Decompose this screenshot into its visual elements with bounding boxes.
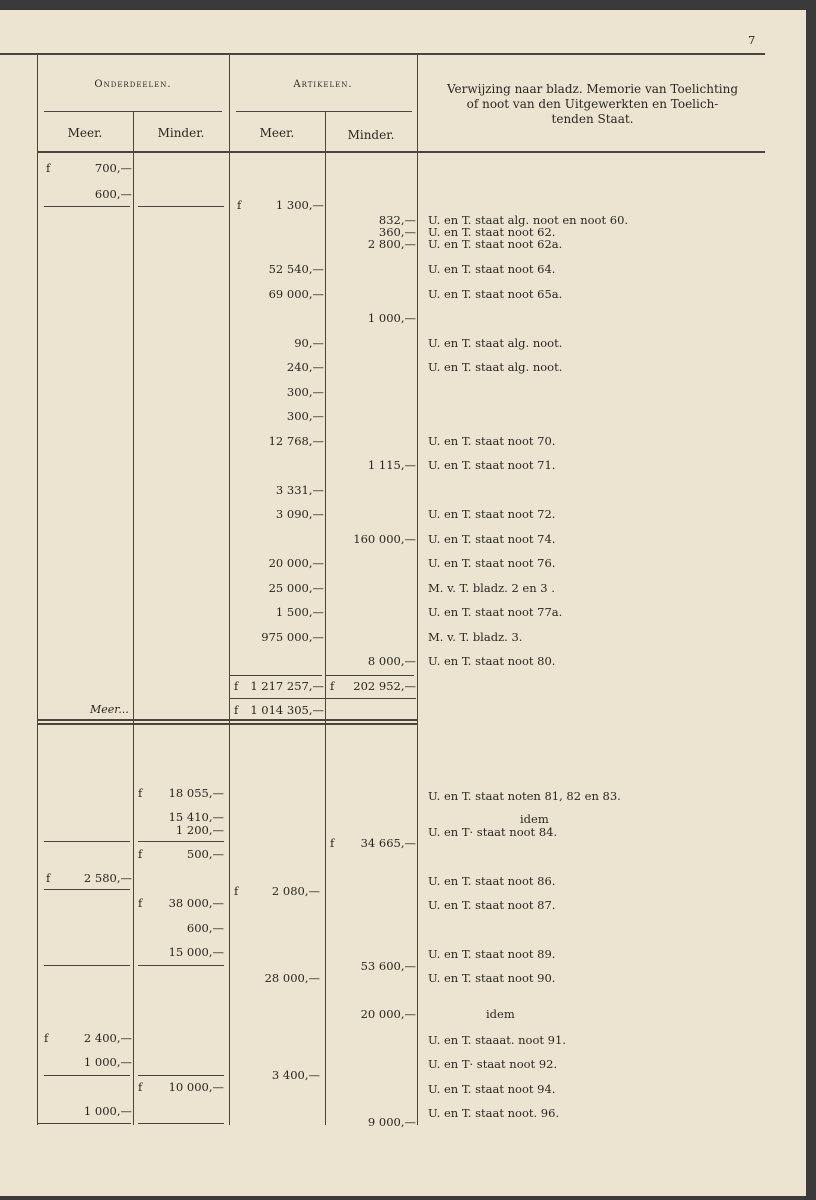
reference-note: U. en T. staat noot 72. (428, 507, 556, 521)
art-minder-value: 53 600,— (360, 959, 416, 973)
currency-f: f (234, 703, 239, 717)
ond-meer-value: 1 000,— (83, 1104, 132, 1118)
currency-f: f (138, 786, 143, 800)
ond-minder-value: 1 200,— (175, 823, 224, 837)
art-minder-value: 2 800,— (367, 237, 416, 251)
reference-note: U. en T. staat noot 80. (428, 654, 556, 668)
ond-meer-value: 2 580,— (83, 871, 132, 885)
column-line-ond-art (229, 55, 230, 1125)
header-art-meer: Meer. (259, 126, 295, 140)
reference-note: U. en T. staat noot 70. (428, 434, 556, 448)
column-line-art-ref (417, 55, 418, 1125)
art-meer-value: 2 080,— (271, 884, 320, 898)
reference-note: U. en T. staat noot 86. (428, 874, 556, 888)
header-ond-minder: Minder. (157, 126, 205, 140)
art-meer-value: 300,— (286, 385, 324, 399)
currency-f: f (46, 161, 51, 175)
ond-minder-rule (138, 841, 224, 842)
header-ond-rule (44, 111, 222, 112)
currency-f: f (234, 679, 239, 693)
total-rule-art-meer (230, 675, 322, 676)
reference-note: U. en T· staat noot 84. (428, 825, 558, 839)
ond-minder-rule (138, 206, 224, 207)
reference-note: U. en T. staat noot 62. (428, 225, 556, 239)
art-meer-value: 300,— (286, 409, 324, 423)
header-verwijzing-line-2: of noot van den Uitgewerkten en Toelich- (466, 97, 719, 111)
reference-note: M. v. T. bladz. 2 en 3 . (428, 581, 555, 595)
ond-minder-value: 10 000,— (168, 1080, 224, 1094)
art-minder-value: 9 000,— (367, 1115, 416, 1129)
currency-f: f (237, 198, 242, 212)
reference-note: U. en T. staat noot 64. (428, 262, 556, 276)
reference-note: U. en T. staat alg. noot. (428, 360, 563, 374)
bottom-rule-ond-minder (138, 1123, 224, 1124)
currency-f: f (234, 884, 239, 898)
section-double-rule-bottom (37, 723, 417, 725)
header-ond-meer: Meer. (67, 126, 103, 140)
ond-meer-rule (44, 1075, 130, 1076)
art-meer-value: 52 540,— (268, 262, 324, 276)
reference-note: U. en T. staat noot 76. (428, 556, 556, 570)
art-minder-value: 1 000,— (367, 311, 416, 325)
ond-minder-value: 15 000,— (168, 945, 224, 959)
art-minder-value: 360,— (378, 225, 416, 239)
header-top-rule (0, 53, 765, 55)
art-meer-value: 25 000,— (268, 581, 324, 595)
art-meer-value: 28 000,— (264, 971, 320, 985)
currency-f: f (44, 1031, 49, 1045)
reference-note: U. en T. staat noot 87. (428, 898, 556, 912)
art-meer-value: 12 768,— (268, 434, 324, 448)
reference-idem: idem (486, 1007, 515, 1021)
reference-note: U. en T. staat noten 81, 82 en 83. (428, 789, 621, 803)
art-minder-value: 160 000,— (353, 532, 416, 546)
header-verwijzing-line-1: Verwijzing naar bladz. Memorie van Toelichting (446, 82, 739, 96)
art-meer-value: 20 000,— (268, 556, 324, 570)
currency-f: f (138, 1080, 143, 1094)
currency-f: f (138, 847, 143, 861)
ond-meer-rule (44, 889, 130, 890)
reference-note: U. en T. staat noot 62a. (428, 237, 563, 251)
reference-note: U. en T. staat noot 90. (428, 971, 556, 985)
header-bottom-rule (37, 151, 765, 153)
reference-note: U. en T. staat alg. noot. (428, 336, 563, 350)
ond-meer-value: 600,— (94, 187, 132, 201)
art-meer-value: 1 300,— (275, 198, 324, 212)
art-minder-value: 832,— (378, 213, 416, 227)
ond-minder-value: 18 055,— (168, 786, 224, 800)
column-line-art-mid (325, 112, 326, 1125)
total-minder: 202 952,— (353, 679, 416, 693)
column-line-ond-mid (133, 112, 134, 1125)
reference-note: U. en T. staat noot 71. (428, 458, 556, 472)
ond-meer-value: 700,— (94, 161, 132, 175)
reference-note: U. en T. staat noot. 96. (428, 1106, 560, 1120)
ond-meer-value: 2 400,— (83, 1031, 132, 1045)
currency-f: f (46, 871, 51, 885)
art-meer-value: 69 000,— (268, 287, 324, 301)
ond-minder-value: 600,— (186, 921, 224, 935)
reference-note: U. en T. staat noot 77a. (428, 605, 563, 619)
art-minder-value: 1 115,— (367, 458, 416, 472)
currency-f: f (330, 679, 335, 693)
ond-minder-rule (138, 965, 224, 966)
section-double-rule-top (37, 719, 417, 721)
art-meer-value: 3 090,— (275, 507, 324, 521)
reference-note: U. en T. staat noot 94. (428, 1082, 556, 1096)
reference-note: U. en T. staaat. noot 91. (428, 1033, 566, 1047)
bottom-rule-ond-meer (37, 1123, 131, 1124)
page-number: 7 (748, 33, 756, 47)
reference-note: U. en T. staat alg. noot en noot 60. (428, 213, 629, 227)
art-meer-value: 240,— (286, 360, 324, 374)
art-meer-value: 1 500,— (275, 605, 324, 619)
reference-note: M. v. T. bladz. 3. (428, 630, 523, 644)
column-line-left (37, 55, 38, 1125)
meer-label: Meer... (90, 703, 129, 716)
reference-note: U. en T· staat noot 92. (428, 1057, 558, 1071)
ond-meer-rule (44, 206, 130, 207)
net-meer: 1 014 305,— (250, 703, 324, 717)
header-art-minder: Minder. (347, 128, 395, 142)
currency-f: f (330, 836, 335, 850)
ond-minder-value: 15 410,— (168, 810, 224, 824)
currency-f: f (138, 896, 143, 910)
art-meer-value: 975 000,— (261, 630, 324, 644)
reference-idem: idem (520, 812, 549, 826)
document-page (0, 10, 806, 1196)
reference-note: U. en T. staat noot 65a. (428, 287, 563, 301)
reference-note: U. en T. staat noot 74. (428, 532, 556, 546)
ond-minder-value: 38 000,— (168, 896, 224, 910)
art-minder-value: 34 665,— (360, 836, 416, 850)
ond-minder-value: 500,— (186, 847, 224, 861)
ond-minder-rule (138, 1075, 224, 1076)
ond-meer-rule (44, 965, 130, 966)
ond-meer-rule (44, 841, 130, 842)
art-meer-value: 3 400,— (271, 1068, 320, 1082)
ond-meer-value: 1 000,— (83, 1055, 132, 1069)
header-onderdeelen: Onderdeelen. (94, 79, 172, 90)
total-meer: 1 217 257,— (250, 679, 324, 693)
art-minder-value: 8 000,— (367, 654, 416, 668)
header-verwijzing-line-3: tenden Staat. (551, 112, 634, 126)
art-meer-value: 3 331,— (275, 483, 324, 497)
reference-note: U. en T. staat noot 89. (428, 947, 556, 961)
art-minder-value: 20 000,— (360, 1007, 416, 1021)
art-meer-value: 90,— (294, 336, 324, 350)
header-artikelen: Artikelen. (293, 79, 353, 90)
total-under-rule (230, 698, 416, 699)
total-rule-art-minder (326, 675, 414, 676)
header-art-rule (236, 111, 412, 112)
